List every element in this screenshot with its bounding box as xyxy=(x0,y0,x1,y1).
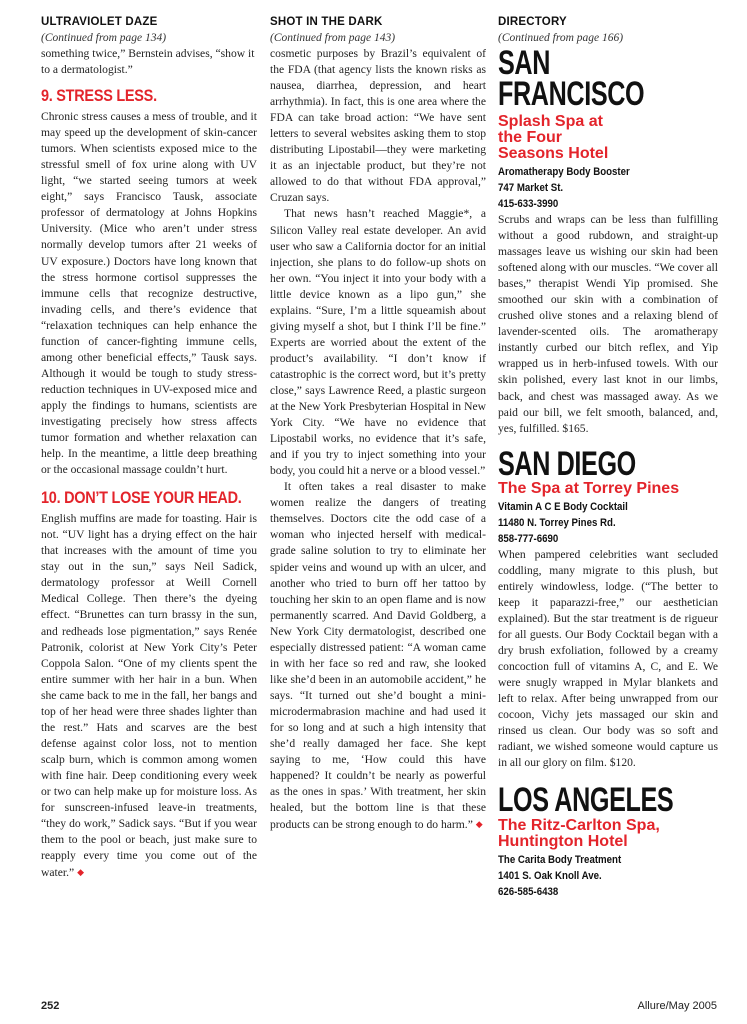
treatment-name: The Carita Body Treatment xyxy=(498,854,622,867)
section-kicker: DIRECTORY xyxy=(498,16,567,28)
listing-description: When pampered celebrities want secluded coddling, many migrate to this plush, but entirely windowless, lodge. (“The better to keep it paparazzi-free,” our aesthetician explained). But the star treatment is de rigueur for all guests. Our Body Cocktail began with a dry brush exfoliation, followed by a creamy concoction full of vitamins A, C, and E. We were snugly wrapped in Mylar blankets and left to relax. After being unwrapped from our cocoon, Vichy jets massaged our skin and rinsed us clean. Our body was so soft and radiant, we wished someone would capture us in all our glory on film. $120. xyxy=(498,547,718,770)
paragraph-maggie: That news hasn’t reached Maggie*, a Silicon Valley real estate developer. An avid user who saw a California doctor for an initial injection, she plans to do follow-up shots on her own. “You inject it into your body with a little device known as a lipo gun,” she explains. “Sure, I’m a little squeamish about giving myself a shot, but I think I’ll be fine.” Experts are worried about the extent of the product’s availability. “I don’t know if catastrophic is the correct word, but it’s pretty close,” says Lawrence Reed, a plastic surgeon at the New York Presbyterian Hospital in New York City. “We have no evidence that Lipostabil works, no evidence that it’s safe, and if you try to inject something into your body, you could hit a nerve or a blood vessel.” xyxy=(270,207,486,478)
treatment-name: Aromatherapy Body Booster xyxy=(498,166,630,178)
phone: 415-633-3990 xyxy=(498,198,559,210)
city-heading: SAN xyxy=(498,44,551,82)
treatment-name: Vitamin A C E Body Cocktail xyxy=(498,500,628,513)
end-mark-icon: ◆ xyxy=(77,867,84,878)
column-directory xyxy=(498,14,718,900)
page-number: 252 xyxy=(41,1000,60,1012)
listing-san-diego xyxy=(498,444,718,772)
continued-note: (Continued from page 143) xyxy=(270,32,396,44)
spa-name: Splash Spa at the Four Seasons Hotel xyxy=(498,113,609,162)
paragraph-disaster-text: It often takes a real disaster to make women realize the dangers of treating themselves. Doctors cite the odd case of a woman who injected herself with medical-grade saline solution to try to eliminate her spider veins and wound up with an ulcer, and another who tried to burn off her tattoo by touching her skin to an open flame and is now permanently scarred. And David Goldberg, a New York City dermatologist, described one especially distressed patient: “A woman came in with her face so red and raw, she looked like she’d been in an automobile accident,” he says. “It turned out she’d bought a mini-microdermabrasion machine and had used it for so long and at such a high intensity that she’d really damaged her face. She kept saying to me, ‘How could this have happened? It couldn’t be nearly as powerful as the ones in spas.’ With treatment, her skin healed, but the bottom line is that these products can be strong enough to do harm.” xyxy=(270,480,486,832)
address: 747 Market St. xyxy=(498,182,564,194)
paragraph-stress: Chronic stress causes a mess of trouble, and it may speed up the development of skin-cancer tumors. When scientists exposed mice to the stressful smell of fox urine along with UV light, “we started seeing tumors at week eight,” says Francisco Tausk, associate professor of dermatology at Johns Hopkins University. (Mice who aren’t under stress normally develop tumors after 21 weeks of UV exposure.) Doctors have long known that the stress hormone cortisol suppresses the immune cells that recognize destructive, invading cells, and there’s evidence that “relaxation techniques can help enhance the function of cancer-fighting immune cells, among other beneficial effects,” Tausk says. Although it would be tough to study stress-reduction techniques in UV-exposed mice and apply the findings to humans, scientists are investigating precisely how stress affects tumor formation and whether relaxation can help. In the meantime, a little deep breathing or the occasional massage couldn’t hurt. xyxy=(41,110,257,477)
spa-name: The Spa at Torrey Pines xyxy=(498,479,680,497)
listing-los-angeles xyxy=(498,781,718,900)
paragraph-disaster xyxy=(270,479,486,833)
paragraph-hair-text: English muffins are made for toasting. Hair is not. “UV light has a drying effect on the hair that increases with the amount of time you stay out in the sun,” says Neil Sadick, dermatology professor at Weill Cornell Medical College. Then there’s the dyeing effect. “Brunettes can turn brassy in the sun, and redheads lose pigmentation,” says Renée Patronik, colorist at New York City’s Peter Coppola Salon. “One of my clients spent the entire summer with her hair in a bun. When she came back to me in the fall, her bangs and top of her head were three shades lighter than the rest.” Hats and scarves are the best defense against color loss, not to mention scalp burn, which is common among women with fine hair. Deep conditioning every week or two can help make up for moisture loss. As for sunscreen-infused leave-in treatments, “they do work,” Sadick says. “But if you wear them to the pool or beach, just make sure to reapply every time you come out of the water.” xyxy=(41,512,257,880)
city-heading: LOS ANGELES xyxy=(498,781,674,820)
column-shot-in-the-dark xyxy=(270,14,486,833)
heading-stress-less: 9. STRESS LESS. xyxy=(41,86,157,106)
city-heading: FRANCISCO xyxy=(498,75,645,113)
continued-note: (Continued from page 134) xyxy=(41,32,167,44)
section-kicker: SHOT IN THE DARK xyxy=(270,16,383,28)
phone: 858-777-6690 xyxy=(498,532,559,545)
heading-dont-lose-your-head: 10. DON’T LOSE YOUR HEAD. xyxy=(41,488,242,508)
address: 1401 S. Oak Knoll Ave. xyxy=(498,870,602,883)
listing-description: Scrubs and wraps can be less than fulfilling without a good rubdown, and straight-up massages leave us wishing our skin had been softened along with our muscles. “We cover all bases,” therapist Wendi Yip promised. She smoothed our skin with a combination of crushed olive stones and a relaxing blend of lavender-scented oils. The aromatherapy instantly curbed our bitch reflex, and Yip wrapped us in herb-infused towels. With our skin polished, every last knot in our limbs, back, and chest was massaged away. As we paid our bill, we felt smooth, balanced, and, yes, fulfilled. $165. xyxy=(498,213,718,435)
address: 11480 N. Torrey Pines Rd. xyxy=(498,516,616,529)
issue-line: Allure/May 2005 xyxy=(637,1000,717,1012)
phone: 626-585-6438 xyxy=(498,886,559,899)
city-heading: SAN DIEGO xyxy=(498,444,636,483)
paragraph-hair xyxy=(41,511,257,881)
end-mark-icon: ◆ xyxy=(475,819,483,830)
paragraph-lipostabil: cosmetic purposes by Brazil’s equivalent of the FDA (that agency lists the known risks as nausea, diarrhea, depression, and heart arrhythmia). In fact, this is one area where the FDA can take broad action: “We have sent letters to several websites asking them to stop distributing Lipostabil—they were marketing it as an injectable product, but they’re not allowed to do that without FDA approval,” Cruzan says. xyxy=(270,47,486,205)
intro-paragraph: something twice,” Bernstein advises, “show it to a dermatologist.” xyxy=(41,47,255,77)
listing-san-francisco xyxy=(498,44,718,437)
spa-name: The Ritz-Carlton Spa, Huntington Hotel xyxy=(498,817,660,851)
continued-note: (Continued from page 166) xyxy=(498,32,624,44)
column-ultraviolet-daze xyxy=(41,14,257,881)
section-kicker: ULTRAVIOLET DAZE xyxy=(41,16,158,28)
